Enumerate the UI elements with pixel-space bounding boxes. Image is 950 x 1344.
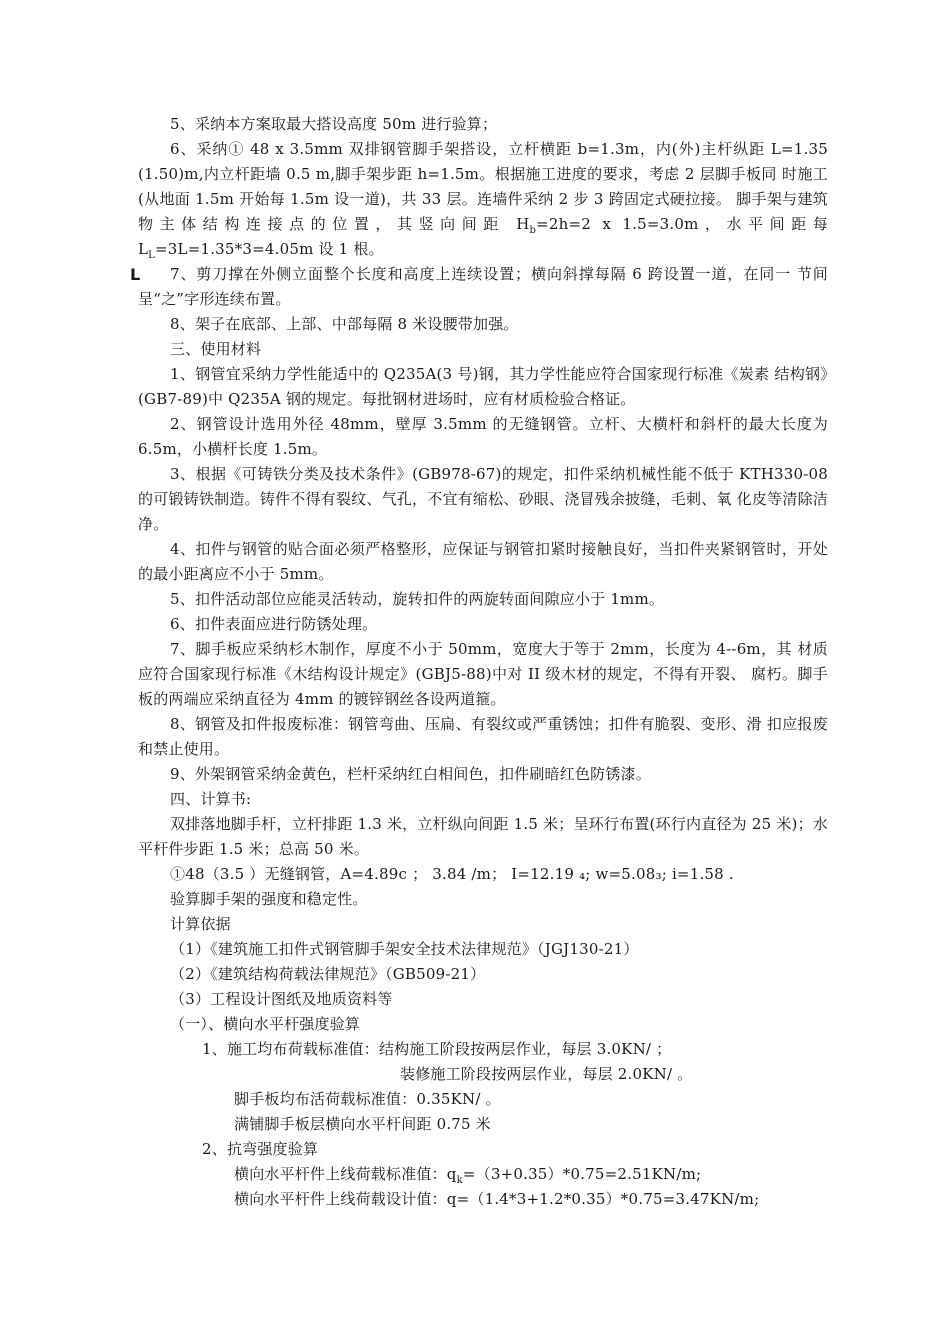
load-item-1: 1、施工均布荷载标准值：结构施工阶段按两层作业，每层 3.0KN/ ； — [202, 1040, 672, 1058]
paragraph-text: =3L=1.35*3=4.05m 设 1 根。 — [155, 240, 384, 258]
pipe-specs: ①48（3.5 ）无缝钢管，A=4.89c ； 3.84 /m； I=12.19 ₄; w=5.08₃; i=1.58 . — [170, 865, 734, 883]
calc-goal: 验算脚手架的强度和稳定性。 — [170, 890, 368, 908]
calc-basis-item-1: （1）《建筑施工扣件式钢管脚手架安全技术法律规范》（JGJ130-21） — [170, 940, 639, 958]
calc-description: 双排落地脚手杆，立杆排距 1.3 米，立杆纵向间距 1.5 米；呈环行布置(环行内直径为 25 米)；水平杆件步距 1.5 米；总高 50 米。 — [138, 815, 828, 858]
subscript: L — [148, 250, 156, 261]
material-item-4: 4、扣件与钢管的贴合面必须严格整形，应保证与钢管扣紧时接触良好，当扣件夹紧钢管时，开处的最小距离应不小于 5mm。 — [138, 540, 828, 583]
calc-basis-heading: 计算依据 — [170, 915, 231, 933]
margin-mark: L — [130, 265, 141, 284]
document-body — [130, 112, 828, 1212]
material-item-7: 7、脚手板应采纳杉木制作，厚度不小于 50mm，宽度大于等于 2mm，长度为 4--6m，其 材质应符合国家现行标准《木结构设计规定》(GBJ5-88)中对 II 级木材的规定，不得有开裂、 腐朽。脚手板的两端应采纳直径为 4mm 的镀锌钢丝各设两道箍。 — [138, 640, 828, 708]
calc-basis-item-2: （2）《建筑结构荷载法律规范》（GB509-21） — [170, 965, 486, 983]
section-heading-calculation: 四、计算书: — [170, 790, 252, 808]
bending-check-heading: 2、抗弯强度验算 — [202, 1140, 319, 1158]
line-load-standard — [138, 1162, 828, 1187]
rod-spacing: 满铺脚手板层横向水平杆间距 0.75 米 — [234, 1115, 491, 1133]
material-item-8: 8、钢管及扣件报废标准：钢管弯曲、压扁、有裂纹或严重锈蚀；扣件有脆裂、变形、滑 扣应报废和禁止使用。 — [138, 715, 828, 758]
formula-text: 横向水平杆件上线荷载标准值：q — [234, 1165, 457, 1183]
paragraph-item-8: 8、架子在底部、上部、中部每隔 8 米设腰带加强。 — [170, 315, 519, 333]
load-item-1-continued: 装修施工阶段按两层作业，每层 2.0KN/ 。 — [400, 1065, 693, 1083]
subsection-heading-1: （一）、横向水平杆强度验算 — [170, 1015, 361, 1033]
subscript: b — [529, 225, 537, 236]
paragraph-text: 7、剪刀撑在外侧立面整个长度和高度上连续设置；横向斜撑每隔 6 跨设置一道，在同一 节间呈“之”字形连续布置。 — [138, 265, 828, 308]
line-load-design: 横向水平杆件上线荷载设计值：q=（1.4*3+1.2*0.35）*0.75=3.47KN/m; — [234, 1190, 760, 1208]
paragraph-item-6 — [138, 137, 828, 262]
material-item-6: 6、扣件表面应进行防锈处理。 — [170, 615, 378, 633]
subscript: k — [456, 1175, 463, 1186]
paragraph-item-5: 5、采纳本方案取最大搭设高度 50m 进行验算； — [170, 115, 498, 133]
material-item-3: 3、根据《可铸铁分类及技术条件》(GB978-67)的规定，扣件采纳机械性能不低于 KTH330-08 的可锻铸铁制造。铸件不得有裂纹、气孔，不宜有缩松、砂眼、浇冒残余披缝，毛刺、氧 化皮等清除洁净。 — [138, 465, 828, 533]
paragraph-text: 6、采纳① 48 x 3.5mm 双排钢管脚手架搭设，立杆横距 b=1.3m，内(外)主杆纵距 L=1.35 (1.50)m,内立杆距墙 0.5 m,脚手架步距 h=1.5m。根据施工进度的要求，考虑 2 层脚手板同 时施工(从地面 1.5m 开始每 1.5m 设一道)，共 33 层。连墙件采纳 2 步 3 跨固定式硬拉接。 脚手架与建筑物主体结构连接点的位置，其竖向间距 H — [138, 140, 828, 233]
board-load: 脚手板均布活荷载标准值：0.35KN/ 。 — [234, 1090, 501, 1108]
material-item-1: 1、钢管宜采纳力学性能适中的 Q235A(3 号)钢，其力学性能应符合国家现行标准《炭素 结构钢》(GB7-89)中 Q235A 钢的规定。每批钢材进场时，应有材质检验合格证。 — [138, 365, 828, 408]
formula-text: =（3+0.35）*0.75=2.51KN/m; — [462, 1165, 702, 1183]
paragraph-item-7 — [130, 262, 828, 312]
material-item-9: 9、外架钢管采纳金黄色，栏杆采纳红白相间色，扣件刷暗红色防锈漆。 — [170, 765, 651, 783]
material-item-5: 5、扣件活动部位应能灵活转动，旋转扣件的两旋转面间隙应小于 1mm。 — [170, 590, 665, 608]
calc-basis-item-3: （3）工程设计图纸及地质资料等 — [170, 990, 393, 1008]
section-heading-materials: 三、使用材料 — [170, 340, 262, 358]
material-item-2: 2、钢管设计选用外径 48mm，壁厚 3.5mm 的无缝钢管。立杆、大横杆和斜杆的最大长度为 6.5m，小横杆长度 1.5m。 — [138, 415, 828, 458]
paragraph-text: =2h=2 x 1.5=3.0m，水平间距每 L — [138, 215, 828, 258]
